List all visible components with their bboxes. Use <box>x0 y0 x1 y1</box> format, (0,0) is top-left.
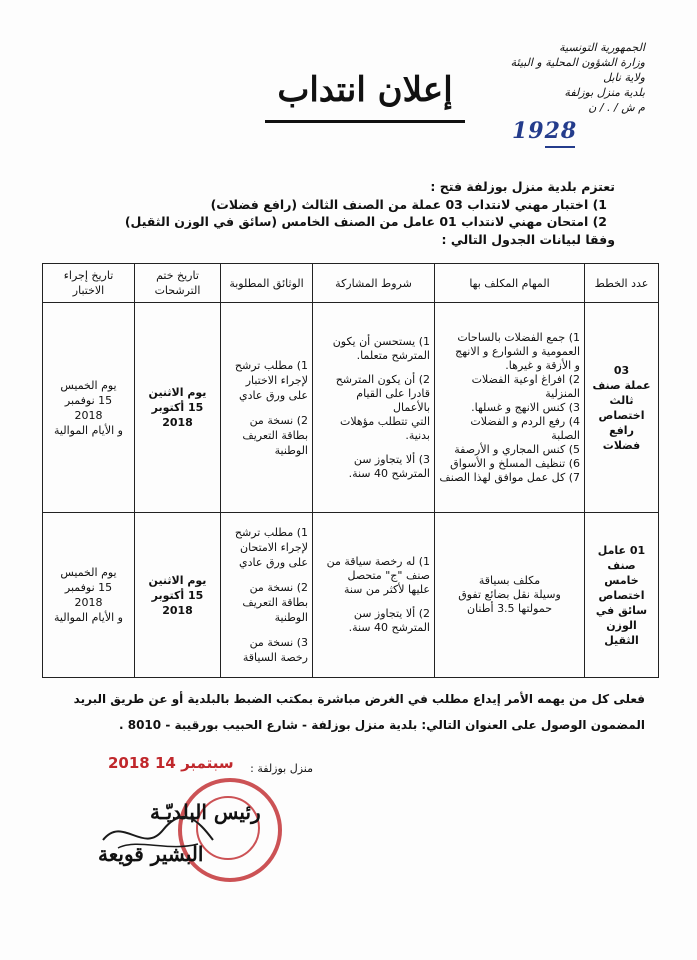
cell-line: المترشح 40 سنة. <box>348 621 430 634</box>
page-title: إعلان انتداب <box>277 70 453 110</box>
cell-line: 15 نوفمبر <box>64 581 113 594</box>
cell-line: الصلبة <box>551 428 580 442</box>
cell-line: الوطنية <box>274 443 308 457</box>
cell-line: و الأزقة و غيرها. <box>505 358 580 372</box>
cell-conditions <box>313 303 435 513</box>
cell-line: الوزن الثقيل <box>604 618 639 647</box>
intro-text <box>55 178 615 248</box>
cell-gap <box>225 403 308 413</box>
cell-line: يوم الاثنين <box>148 386 207 399</box>
cell-line: يوم الخميس <box>60 378 117 392</box>
letterhead-line: بلدية منزل بوزلفة <box>564 86 645 99</box>
cell-line: رافع فضلات <box>602 423 641 452</box>
cell-line: 03 <box>613 363 630 377</box>
cell-line: المترشح 40 سنة. <box>348 466 430 480</box>
cell-line: المترشح متعلما. <box>356 348 430 362</box>
table-row <box>43 513 659 678</box>
cell-line: العمومية و الشوارع و الانهج <box>455 344 580 358</box>
cell-line: 2) نسخة من <box>249 581 308 594</box>
cell-line: 15 نوفمبر <box>64 393 113 407</box>
handwritten-underline <box>545 146 575 148</box>
col-header-tasks: المهام المكلف بها <box>435 264 585 303</box>
letterhead-line: م ش / . / ن <box>588 101 645 114</box>
cell-line: 1) يستحسن أن يكون <box>332 334 430 348</box>
footer-line: المضمون الوصول على العنوان التالي: بلدية منزل بوزلفة - شارع الحبيب بورقيبة - 8010 . <box>118 718 645 732</box>
cell-line: بطاقة التعريف <box>242 428 308 442</box>
cell-gap <box>317 597 430 607</box>
intro-line: تعتزم بلدية منزل بوزلفة فتح : <box>430 179 615 194</box>
cell-line: 5) كنس المجاري و الأرصفة <box>454 442 580 456</box>
cell-line: 2) أن يكون المترشح <box>335 372 430 386</box>
cell-line: 2) نسخة من <box>249 413 308 427</box>
cell-gap <box>317 363 430 373</box>
cell-line: وسيلة نقل بضائع تفوق <box>458 588 561 601</box>
cell-line: ثالث <box>609 393 634 407</box>
cell-line: رخصة السياقة <box>242 651 308 664</box>
cell-line: المنزلية <box>545 386 580 400</box>
cell-line: يوم الاثنين <box>148 573 207 587</box>
cell-line: 2) افراغ اوعية الفضلات <box>471 372 580 386</box>
intro-line: وفقا لبيانات الجدول التالي : <box>441 231 615 247</box>
cell-line: اختصاص <box>598 408 645 422</box>
cell-gap <box>225 570 308 580</box>
cell-gap <box>317 443 430 453</box>
col-header-docs: الوثائق المطلوبة <box>221 264 313 303</box>
cell-close-date <box>135 513 221 678</box>
col-header-count: عدد الخطط <box>585 264 659 303</box>
cell-line: و الأيام الموالية <box>54 423 123 437</box>
cell-line: 2) ألا يتجاوز سن <box>353 607 430 620</box>
cell-line: 4) رفع الردم و الفضلات <box>470 414 580 428</box>
cell-line: بدنية. <box>405 428 430 442</box>
letterhead-line: الجمهورية التونسية <box>559 41 645 54</box>
cell-line: عليها لأكثر من سنة <box>343 583 430 596</box>
place-date-label: منزل بوزلفة : <box>250 762 313 775</box>
registration-number: 1928 <box>512 118 578 144</box>
cell-exam-date <box>43 513 135 678</box>
cell-line: 3) كنس الانهج و غسلها. <box>471 400 580 414</box>
col-header-exam-date: تاريخ إجراء الاختبار <box>43 264 135 303</box>
cell-line: و الأيام الموالية <box>54 611 123 624</box>
cell-line: 1) جمع الفضلات بالساحات <box>457 330 580 344</box>
cell-count <box>585 303 659 513</box>
cell-line: 1) مطلب ترشح <box>234 358 308 372</box>
letterhead-line: ولاية نابل <box>603 71 645 84</box>
cell-line: لإجراء الاختبار <box>245 373 308 387</box>
cell-line: 7) كل عمل موافق لهذا الصنف <box>439 470 580 484</box>
cell-close-date <box>135 303 221 513</box>
table-row <box>43 303 659 513</box>
positions-table <box>42 263 659 678</box>
cell-line: على ورق عادي <box>239 556 308 569</box>
letterhead-line: وزارة الشؤون المحلية و البيئة <box>510 56 645 69</box>
cell-line: الوطنية <box>274 611 308 624</box>
cell-docs <box>221 513 313 678</box>
cell-line: 15 أكتوبر <box>151 401 204 414</box>
cell-docs <box>221 303 313 513</box>
cell-line: لإجراء الامتحان <box>240 541 308 554</box>
cell-line: مكلف بسياقة <box>478 574 541 587</box>
cell-line: التي تتطلب مؤهلات <box>339 414 430 428</box>
cell-tasks <box>435 513 585 678</box>
cell-line: سائق في <box>595 603 648 617</box>
cell-line: صنف خامس <box>604 558 639 587</box>
cell-line: قادرا على القيام بالأعمال <box>356 386 430 414</box>
cell-line: 2018 <box>74 408 103 422</box>
cell-line: 6) تنظيف المسلخ و الأسواق <box>450 456 580 470</box>
cell-line: 15 أكتوبر <box>151 588 204 602</box>
submission-instructions <box>45 686 645 738</box>
footer-line: فعلى كل من يهمه الأمر إيداع مطلب في الغرض مباشرة بمكتب الضبط بالبلدية أو عن طريق البريد <box>73 692 645 706</box>
title-underline <box>265 120 465 123</box>
cell-line: 1) له رخصة سياقة من <box>326 555 430 568</box>
cell-count <box>585 513 659 678</box>
cell-line: صنف "ج" متحصل <box>347 569 430 582</box>
letterhead <box>435 40 645 115</box>
table-header-row <box>43 264 659 303</box>
cell-line: 3) نسخة من <box>249 636 308 649</box>
cell-line: 2018 <box>74 596 103 609</box>
cell-line: عملة صنف <box>592 378 651 392</box>
cell-line: اختصاص <box>598 588 645 602</box>
cell-line: 3) ألا يتجاوز سن <box>353 452 430 466</box>
col-header-conditions: شروط المشاركة <box>313 264 435 303</box>
cell-line: بطاقة التعريف <box>242 596 308 609</box>
col-header-close-date: تاريخ ختم الترشحات <box>135 264 221 303</box>
handwritten-signature <box>98 810 218 860</box>
cell-line: على ورق عادي <box>239 388 308 402</box>
cell-exam-date <box>43 303 135 513</box>
cell-gap <box>225 625 308 635</box>
cell-line: 2018 <box>162 603 193 617</box>
cell-line: حمولتها 3.5 أطنان <box>467 602 552 615</box>
cell-tasks <box>435 303 585 513</box>
intro-item: 2) امتحان مهني لانتداب 01 عامل من الصنف الخامس (سائق في الوزن الثقيل) <box>124 214 607 229</box>
cell-line: 2018 <box>162 416 193 429</box>
cell-line: 01 عامل <box>597 543 646 557</box>
signatory-title: رئيس البلديّـة <box>150 800 261 824</box>
cell-line: 1) مطلب ترشح <box>234 526 308 539</box>
cell-conditions <box>313 513 435 678</box>
intro-item: 1) اختبار مهني لانتداب 03 عملة من الصنف الثالث (رافع فضلات) <box>210 196 607 212</box>
signatory-name: البشير قويعة <box>98 842 204 866</box>
date-stamp: 2018 سبتمبر 14 <box>108 754 234 772</box>
cell-line: يوم الخميس <box>60 566 117 579</box>
